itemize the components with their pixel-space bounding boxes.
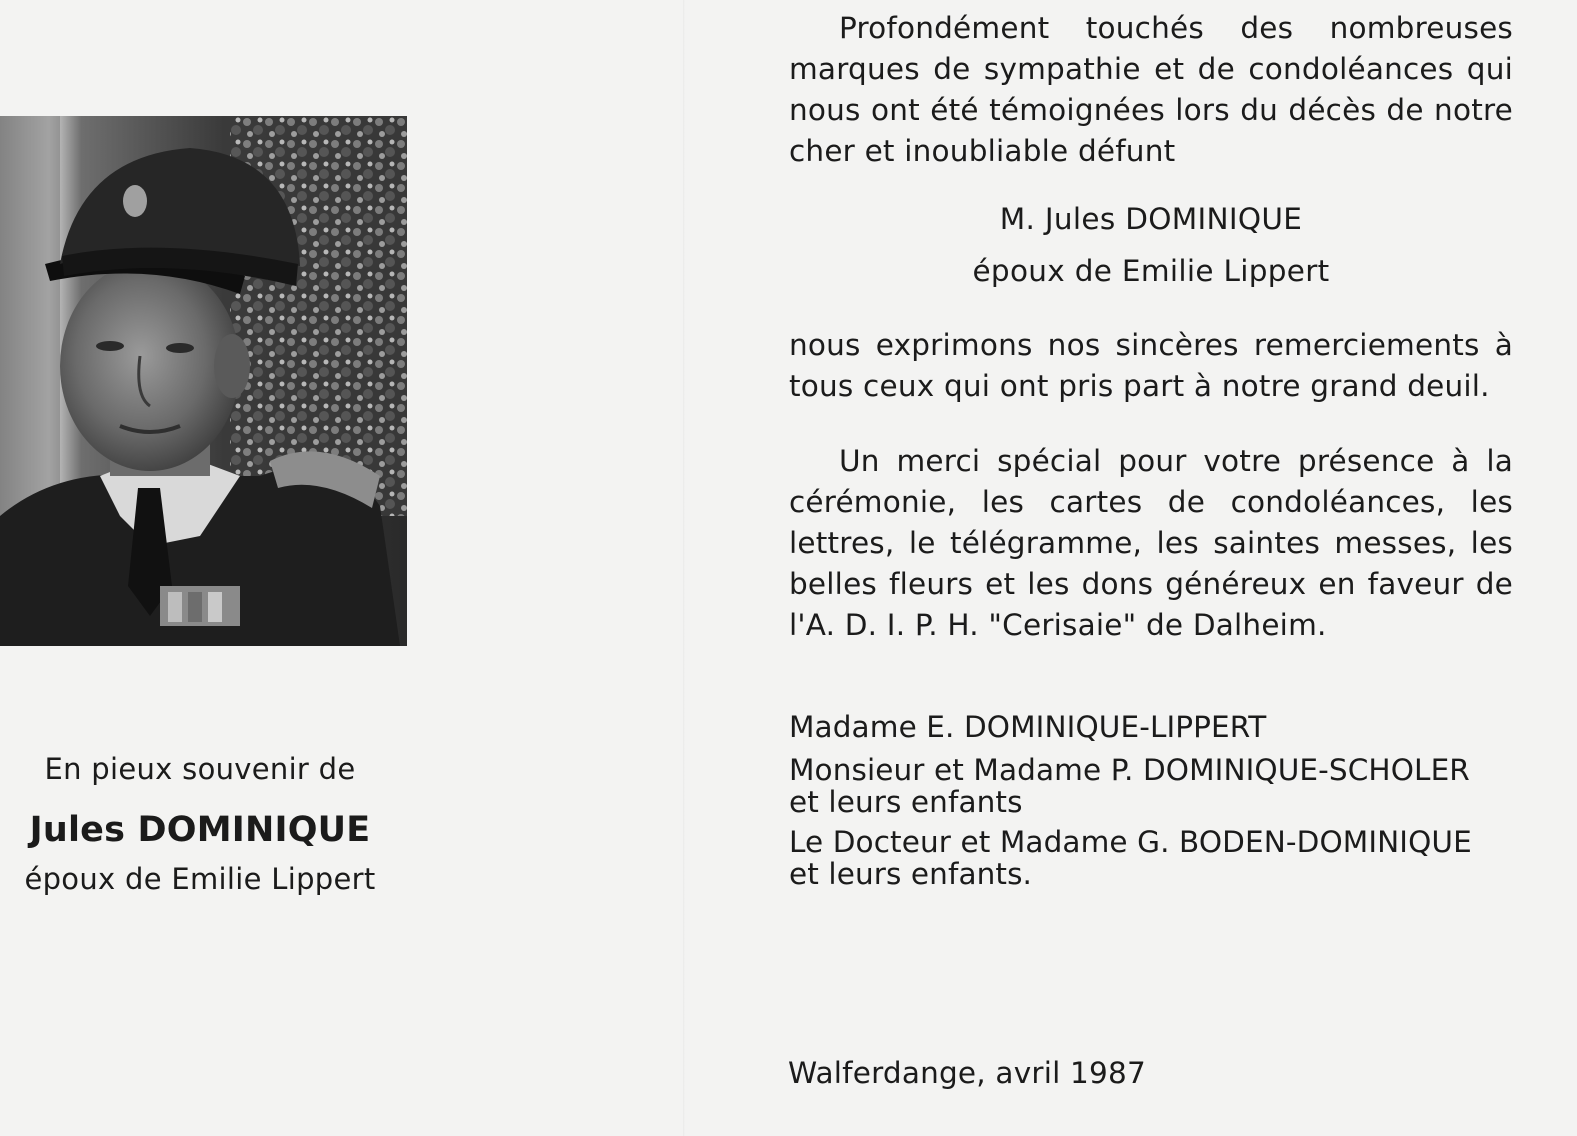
thanks-section: [789, 8, 1513, 890]
family-line: Le Docteur et Madame G. BODEN-DOMINIQUE: [789, 825, 1472, 859]
memorial-spouse: époux de Emilie Lippert: [24, 862, 376, 896]
card-fold-line: [683, 0, 685, 1136]
place-date: Walferdange, avril 1987: [788, 1056, 1146, 1090]
deceased-name: M. Jules DOMINIQUE: [999, 202, 1303, 236]
thanks-paragraph-3: Un merci spécial pour votre présence à la cérémonie, les cartes de condoléances, les lettres, le télégramme, les saintes messes, les belles fleurs et les dons généreux en faveur de l'A. D. I. P. H. "Cerisaie" de Dalheim.: [789, 444, 1513, 642]
family-line: et leurs enfants: [789, 785, 1023, 819]
memorial-intro: En pieux souvenir de: [44, 752, 356, 786]
family-line: Madame E. DOMINIQUE-LIPPERT: [789, 710, 1267, 744]
deceased-spouse: époux de Emilie Lippert: [972, 254, 1330, 288]
thanks-paragraph-1: Profondément touchés des nombreuses marques de sympathie et de condoléances qui nous ont été témoignées lors du décès de notre cher et inoubliable défunt: [789, 11, 1513, 168]
portrait-photo: [0, 116, 407, 646]
memorial-text: [0, 752, 400, 896]
family-list: [789, 708, 1513, 890]
family-line: et leurs enfants.: [789, 857, 1033, 891]
memorial-name: Jules DOMINIQUE: [29, 810, 371, 850]
thanks-paragraph-2: nous exprimons nos sincères remerciements à tous ceux qui ont pris part à notre grand deuil.: [789, 328, 1513, 403]
family-line: Monsieur et Madame P. DOMINIQUE-SCHOLER: [789, 753, 1470, 787]
